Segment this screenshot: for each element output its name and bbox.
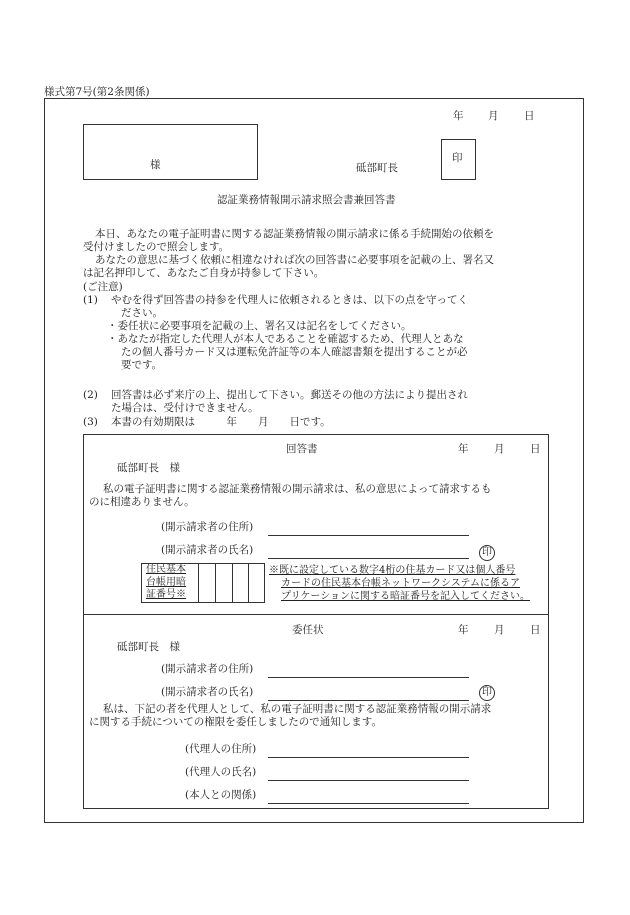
pin-code-box [141, 563, 265, 603]
relation-field[interactable] [268, 803, 469, 804]
reply-seal-mark: 印 [479, 545, 495, 561]
pin-note-1: ※既に設定している数字4桁の住基カード又は個人番号 [269, 565, 516, 576]
caution-3-number: (3) [83, 416, 98, 428]
caution-1-bullet-2-line-2: たの個人番号カード又は運転免許証等の本人確認書類を提出することが必 [121, 346, 468, 358]
relation-label: (本人との関係) [185, 789, 257, 801]
proxy-address-field[interactable] [268, 677, 469, 678]
reply-name-field[interactable] [268, 558, 469, 559]
proxy-title: 委任状 [292, 624, 324, 636]
caution-1-bullet-1: ・委任状に必要事項を記載の上、署名又は記名をしてください。 [107, 320, 412, 332]
addressee-suffix: 様 [150, 159, 161, 171]
proxy-seal-mark: 印 [479, 685, 495, 701]
reply-address-label: (開示請求者の住所) [161, 521, 254, 533]
notice-body-4: は記名押印して、あなたご自身が持参して下さい。 [83, 267, 325, 279]
proxy-body-1: 私は、下記の者を代理人として、私の電子証明書に関する認証業務情報の開示請求 [103, 703, 492, 715]
pin-digit-1[interactable] [198, 564, 214, 602]
reply-body-1: 私の電子証明書に関する認証業務情報の開示請求は、私の意思によって請求するも [103, 483, 492, 495]
pin-code-label-3: 証番号※ [146, 589, 186, 600]
notice-body-1: 本日、あなたの電子証明書に関する認証業務情報の開示請求に係る手続開始の依頼を [95, 228, 494, 240]
reply-body-2: のに相違ありません。 [89, 496, 195, 508]
agent-address-label: (代理人の住所) [185, 743, 257, 755]
caution-3-text: 本書の有効期限は 年 月 日です。 [111, 416, 331, 428]
caution-2-line-2: た場合は、受付けできません。 [111, 402, 259, 414]
pin-digit-4[interactable] [248, 564, 264, 602]
proxy-name-label: (開示請求者の氏名) [161, 686, 254, 698]
caution-1-line-1: やむを得ず回答書の持参を代理人に依頼されるときは、以下の点を守ってく [111, 294, 468, 306]
proxy-date-month: 月 [494, 624, 505, 636]
caution-1-bullet-2-line-1: ・あなたが指定した代理人が本人であることを確認するため、代理人とあな [107, 333, 464, 345]
pin-note-2: カードの住民基本台帳ネットワークシステムに係るア [281, 578, 520, 589]
reply-title: 回答書 [286, 443, 318, 455]
proxy-name-field[interactable] [268, 700, 469, 701]
reply-address-field[interactable] [268, 535, 469, 536]
caution-1-bullet-2-line-3: 要です。 [121, 359, 163, 371]
seal-label: 印 [452, 152, 463, 164]
agent-name-label: (代理人の氏名) [185, 766, 257, 778]
issuer-name: 砥部町長 [356, 162, 398, 174]
caution-heading: (ご注意) [83, 281, 123, 293]
pin-digit-2[interactable] [215, 564, 231, 602]
section-divider [83, 614, 549, 615]
pin-code-label-1: 住民基本 [146, 564, 186, 575]
pin-code-label [142, 564, 198, 602]
proxy-date-day: 日 [530, 624, 541, 636]
reply-addressee: 砥部町長 様 [117, 462, 180, 474]
reply-name-label: (開示請求者の氏名) [161, 544, 254, 556]
proxy-address-label: (開示請求者の住所) [161, 663, 254, 675]
addressee-box[interactable] [83, 124, 258, 180]
reply-date-year: 年 [458, 443, 469, 455]
form-label: 様式第7号(第2条関係) [44, 86, 150, 98]
reply-date-day: 日 [530, 443, 541, 455]
caution-1-number: (1) [83, 294, 98, 306]
notice-date-month: 月 [488, 110, 499, 122]
proxy-date-year: 年 [458, 624, 469, 636]
notice-title: 認証業務情報開示請求照会書兼回答書 [217, 194, 396, 206]
notice-date-year: 年 [453, 110, 464, 122]
proxy-body-2: に関する手続についての権限を委任しましたので通知します。 [89, 716, 382, 728]
caution-2-line-1: 回答書は必ず来庁の上、提出して下さい。郵送その他の方法により提出され [111, 389, 468, 401]
reply-date-month: 月 [494, 443, 505, 455]
agent-address-field[interactable] [268, 757, 469, 758]
agent-name-field[interactable] [268, 780, 469, 781]
caution-2-number: (2) [83, 389, 98, 401]
pin-note-3: プリケーションに関する暗証番号を記入してください。 [281, 591, 530, 602]
pin-digit-3[interactable] [232, 564, 248, 602]
notice-body-3: あなたの意思に基づく依頼に相違なければ次の回答書に必要事項を記載の上、署名又 [95, 254, 494, 266]
caution-1-line-2: ださい。 [121, 307, 163, 319]
notice-date-day: 日 [524, 110, 535, 122]
pin-code-label-2: 台帳用暗 [146, 576, 186, 588]
notice-body-2: 受付けましたので照会します。 [83, 241, 230, 253]
proxy-addressee: 砥部町長 様 [117, 641, 180, 653]
